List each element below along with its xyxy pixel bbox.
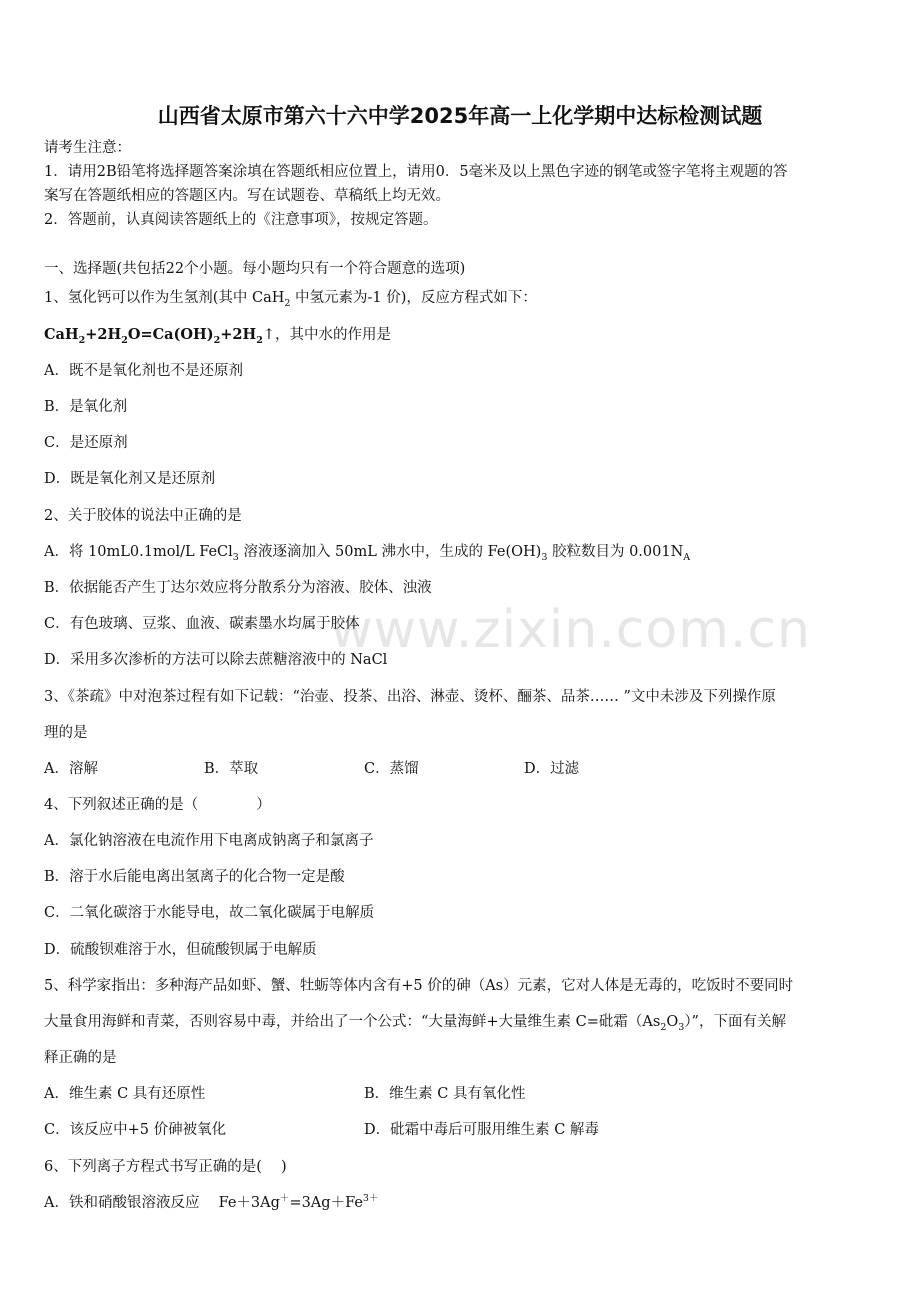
- question-4-option-d: D．硫酸钡难溶于水，但硫酸钡属于电解质: [44, 942, 317, 958]
- question-3-option-c: C．蒸馏: [364, 761, 419, 777]
- question-4-option-b: B．溶于水后能电离出氢离子的化合物一定是酸: [44, 869, 345, 885]
- question-1-option-b: B．是氧化剂: [44, 399, 128, 415]
- question-1-option-a: A．既不是氧化剂也不是还原剂: [44, 363, 243, 379]
- section-heading: 一、选择题(共包括22个小题。每小题均只有一个符合题意的选项): [44, 261, 466, 277]
- page-title: 山西省太原市第六十六中学2025年高一上化学期中达标检测试题: [157, 104, 763, 128]
- question-3-stem-line-2: 理的是: [44, 725, 88, 741]
- question-5-stem-line-3: 释正确的是: [44, 1050, 117, 1066]
- question-1-option-c: C．是还原剂: [44, 435, 128, 451]
- question-1-equation: $CaH_2+2H_2O=Ca(OH)_2+2H_2↑$，其中水的作用是: [44, 326, 391, 346]
- question-5-option-a: A．维生素 C 具有还原性: [44, 1086, 206, 1102]
- notice-item-2: 2．答题前，认真阅读答题纸上的《注意事项》，按规定答题。: [44, 212, 438, 228]
- question-4-option-c: C．二氧化碳溶于水能导电，故二氧化碳属于电解质: [44, 905, 375, 921]
- notice-heading: 请考生注意：: [44, 140, 131, 156]
- question-2-option-c: C．有色玻璃、豆浆、血液、碳素墨水均属于胶体: [44, 616, 360, 632]
- question-3-stem-line-1: 3、《茶疏》中对泡茶过程有如下记载：“治壶、投茶、出浴、淋壶、烫杯、酾茶、品茶…… ”文中未涉及下列操作原: [44, 689, 776, 705]
- question-5-stem-line-1: 5、科学家指出：多种海产品如虾、蟹、牡蛎等体内含有+5 价的砷（As）元素，它对人体是无毒的，吃饭时不要同时: [44, 978, 794, 994]
- question-2-option-a: A．将 10mL0.1mol/L FeCl$_3$ 溶液逐滴加入 50mL 沸水中，生成的 $Fe(OH)_3$ 胶粒数目为 $0.001N_A$: [44, 544, 691, 563]
- notice-item-1-line-1: 1．请用2B铅笔将选择题答案涂填在答题纸相应位置上，请用0．5毫米及以上黑色字迹的钢笔或签字笔将主观题的答: [44, 164, 788, 180]
- question-3-option-d: D．过滤: [524, 761, 580, 777]
- question-2-stem: 2、关于胶体的说法中正确的是: [44, 508, 242, 524]
- question-2-option-b: B．依据能否产生丁达尔效应将分散系分为溶液、胶体、浊液: [44, 580, 432, 596]
- question-5-option-b: B．维生素 C 具有氧化性: [364, 1086, 526, 1102]
- notice-item-1-line-2: 案写在答题纸相应的答题区内。写在试题卷、草稿纸上均无效。: [44, 188, 450, 204]
- question-1-option-d: D．既是氧化剂又是还原剂: [44, 471, 216, 487]
- question-1-stem: 1、氢化钙可以作为生氢剂(其中 CaH$_2$ 中氢元素为-1 价)，反应方程式如下：: [44, 290, 537, 309]
- question-2-option-d: D．采用多次渗析的方法可以除去蔗糖溶液中的 NaCl: [44, 652, 388, 668]
- question-5-option-c: C．该反应中+5 价砷被氧化: [44, 1122, 227, 1138]
- question-6-option-a: A．铁和硝酸银溶液反应 $Fe+3Ag^+=3Ag+Fe^{3+}$: [44, 1193, 379, 1211]
- question-5-option-d: D．砒霜中毒后可服用维生素 C 解毒: [364, 1122, 599, 1138]
- question-3-option-a: A．溶解: [44, 761, 98, 777]
- question-4-stem: 4、下列叙述正确的是（ ）: [44, 797, 271, 813]
- question-5-stem-line-2: 大量食用海鲜和青菜，否则容易中毒，并给出了一个公式：“大量海鲜+大量维生素 C=砒霜$(As_2O_3)$”，下面有关解: [44, 1014, 786, 1033]
- question-3-option-b: B．萃取: [204, 761, 259, 777]
- watermark: www.zixin.com.cn: [330, 600, 811, 660]
- question-6-stem: 6、下列离子方程式书写正确的是( ): [44, 1159, 287, 1175]
- question-4-option-a: A．氯化钠溶液在电流作用下电离成钠离子和氯离子: [44, 833, 374, 849]
